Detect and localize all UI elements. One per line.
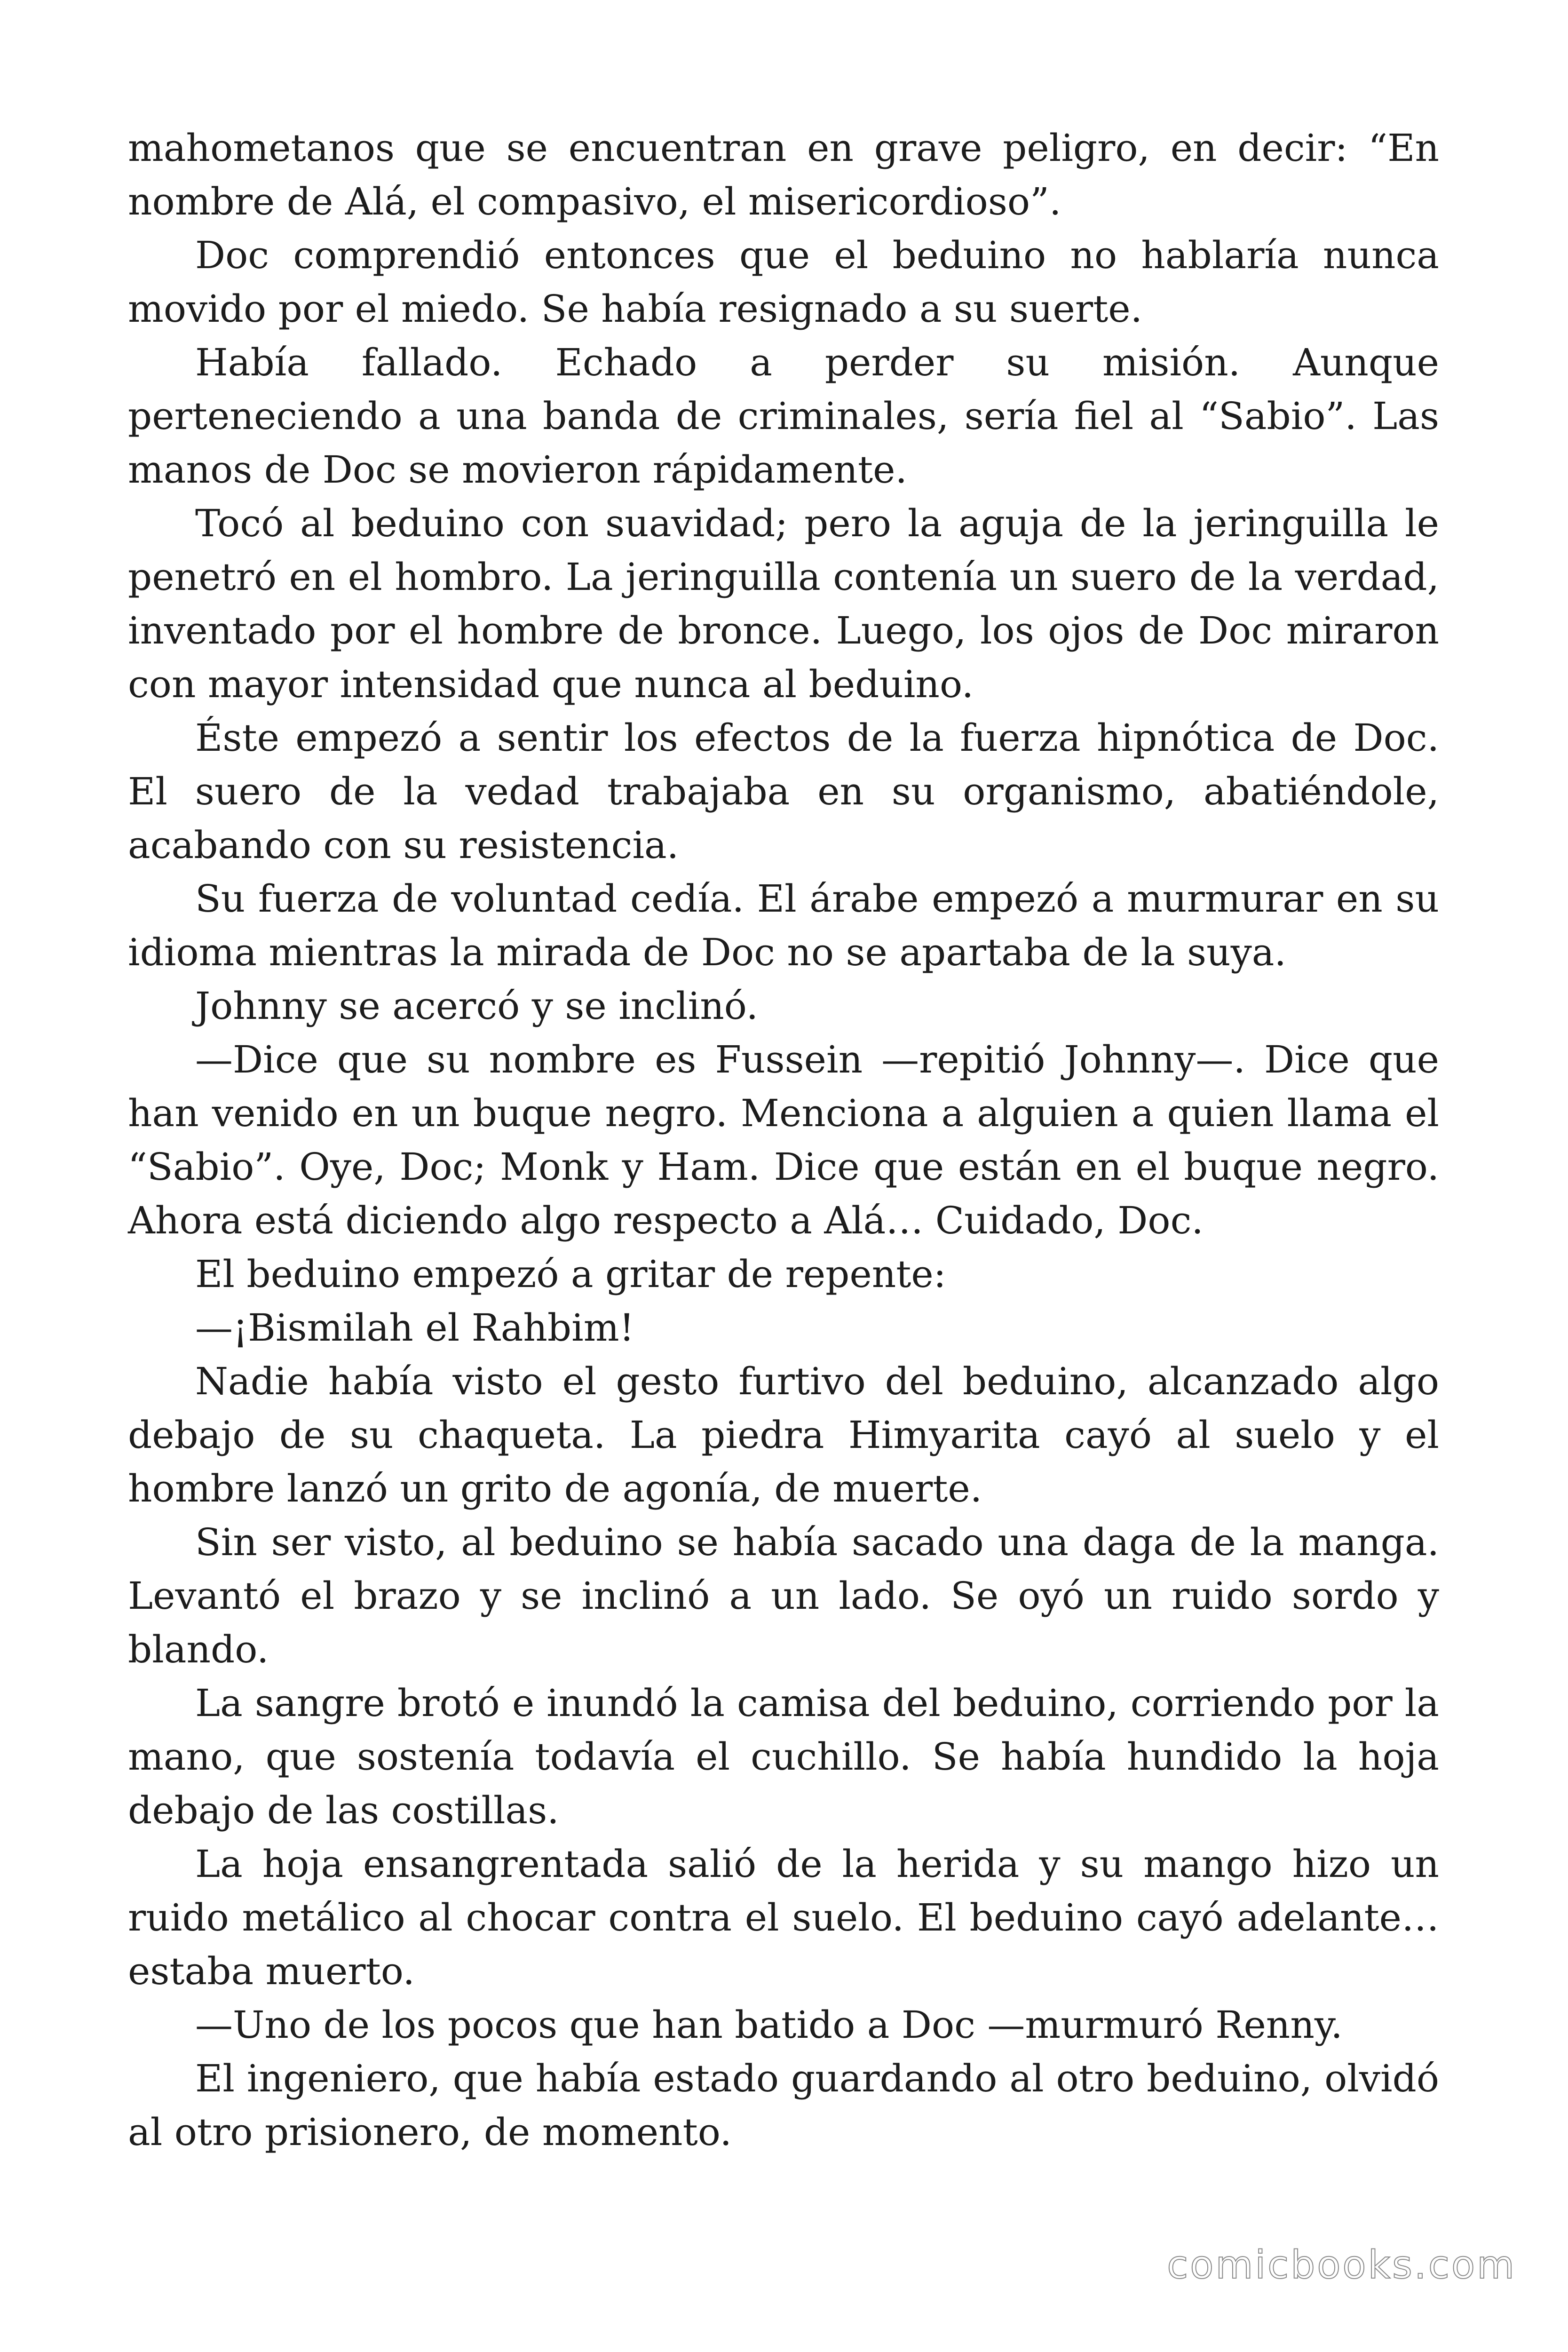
paragraph: Había fallado. Echado a perder su misión. Aunque perteneciendo a una banda de criminales, sería fiel al “Sabio”. Las manos de Doc se movieron rápidamente. [128,341,1439,492]
paragraph: Johnny se acercó y se inclinó. [195,984,758,1028]
paragraph: La hoja ensangrentada salió de la herida y su mango hizo un ruido metálico al chocar contra el suelo. El beduino cayó adelante… estaba muerto. [128,1842,1439,1993]
paragraph: Doc comprendió entonces que el beduino no hablaría nunca movido por el miedo. Se había resignado a su suerte. [128,233,1439,331]
watermark: comicbooks.com [1167,2243,1516,2288]
paragraph: —¡Bismilah el Rahbim! [195,1306,634,1350]
body-text [128,121,1439,2159]
paragraph: Nadie había visto el gesto furtivo del beduino, alcanzado algo debajo de su chaqueta. La piedra Himyarita cayó al suelo y el hombre lanzó un grito de agonía, de muerte. [128,1359,1439,1510]
paragraph: —Dice que su nombre es Fussein —repitió Johnny—. Dice que han venido en un buque negro. Menciona a alguien a quien llama el “Sabio”. Oye, Doc; Monk y Ham. Dice que están en el buque negro. Ahora está diciendo algo respecto a Alá… Cuidado, Doc. [128,1038,1439,1242]
paragraph: Su fuerza de voluntad cedía. El árabe empezó a murmurar en su idioma mientras la mirada de Doc no se apartaba de la suya. [128,877,1439,974]
paragraph: Tocó al beduino con suavidad; pero la aguja de la jeringuilla le penetró en el hombro. La jeringuilla contenía un suero de la verdad, inventado por el hombre de bronce. Luego, los ojos de Doc miraron con mayor intensidad que nunca al beduino. [128,501,1439,706]
paragraph: El ingeniero, que había estado guardando al otro beduino, olvidó al otro prisionero, de momento. [128,2057,1439,2154]
paragraph: Éste empezó a sentir los efectos de la fuerza hipnótica de Doc. El suero de la vedad trabajaba en su organismo, abatiéndole, acabando con su resistencia. [128,716,1439,867]
paragraph: mahometanos que se encuentran en grave peligro, en decir: “En nombre de Alá, el compasivo, el misericordioso”. [128,126,1439,223]
paragraph: La sangre brotó e inundó la camisa del beduino, corriendo por la mano, que sostenía todavía el cuchillo. Se había hundido la hoja debajo de las costillas. [128,1681,1439,1832]
paragraph: El beduino empezó a gritar de repente: [195,1252,946,1296]
paragraph: —Uno de los pocos que han batido a Doc —murmuró Renny. [195,2003,1343,2047]
paragraph: Sin ser visto, al beduino se había sacado una daga de la manga. Levantó el brazo y se inclinó a un lado. Se oyó un ruido sordo y blando. [128,1520,1439,1671]
